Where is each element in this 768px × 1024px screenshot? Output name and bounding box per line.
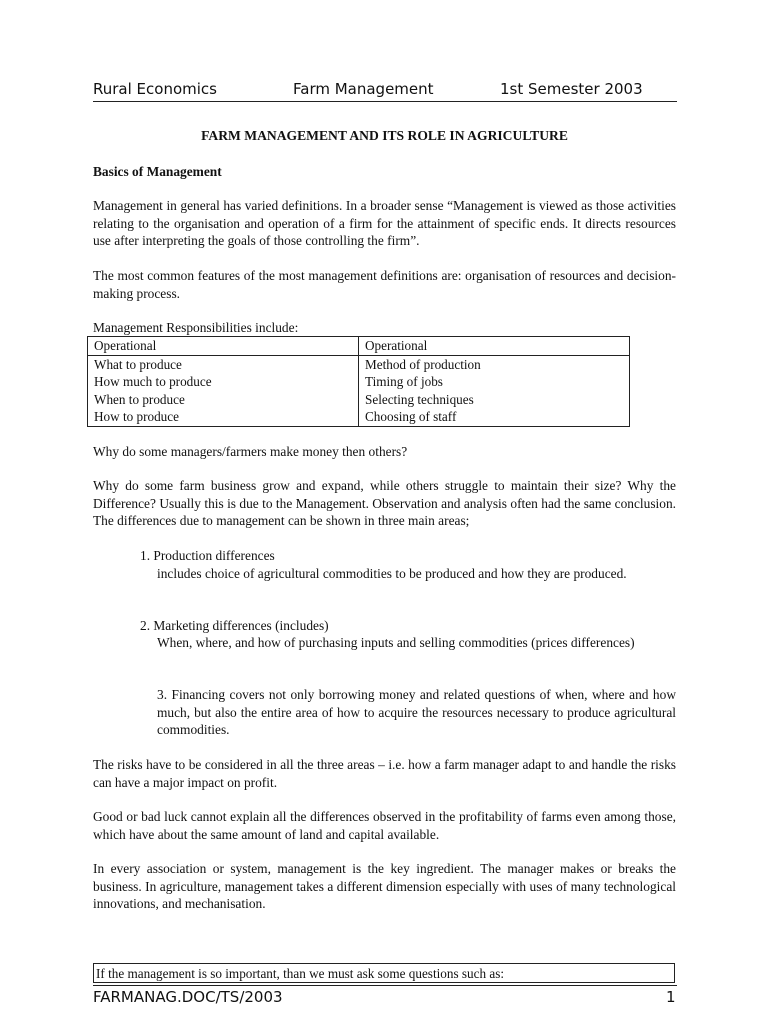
table-cell: When to produce (88, 391, 359, 409)
table-row (88, 373, 630, 391)
paragraph-risks: The risks have to be considered in all the three areas – i.e. how a farm manager adapt to and handle the risks can have a major impact on profit. (93, 757, 676, 790)
table-cell: What to produce (88, 355, 359, 373)
header-subject: Farm Management (293, 80, 434, 98)
list-item-heading: 2. Marketing differences (includes) (140, 618, 329, 633)
list-item-text: 3. Financing covers not only borrowing money and related questions of when, where and how much, but also the entire area of how to acquire the resources necessary to produce agricultural commodities. (157, 687, 676, 737)
paragraph-key-ingredient: In every association or system, management is the key ingredient. The manager makes or breaks the business. In agriculture, management takes a different dimension especially with uses of many technological innovations, and mechanisation. (93, 861, 676, 911)
paragraph-differences: Why do some farm business grow and expand, while others struggle to maintain their size? Why the Difference? Usually this is due to the Management. Observation and analysis often had the same conclusion. The differences due to management can be shown in three main areas; (93, 478, 676, 528)
responsibilities-table (87, 336, 630, 427)
paragraph-features: The most common features of the most management definitions are: organisation of resources and decision-making process. (93, 268, 676, 301)
paragraph-definition: Management in general has varied definitions. In a broader sense “Management is viewed as those activities relating to the organisation and operation of a firm for the attainment of specific ends. It directs resources use after interpreting the goals of those controlling the firm”. (93, 198, 676, 248)
table-header-cell: Operational (359, 337, 630, 356)
table-header-cell: Operational (88, 337, 359, 356)
header-course: Rural Economics (93, 80, 217, 98)
table-caption: Management Responsibilities include: (93, 320, 299, 335)
table-cell: How to produce (88, 408, 359, 426)
header-rule (93, 101, 677, 102)
table-cell: Timing of jobs (359, 373, 630, 391)
table-cell: Method of production (359, 355, 630, 373)
section-heading: Basics of Management (93, 164, 222, 179)
paragraph-question: Why do some managers/farmers make money then others? (93, 444, 408, 459)
table-row (88, 391, 630, 409)
table-header-row (88, 337, 630, 356)
footer-doc-ref: FARMANAG.DOC/TS/2003 (93, 988, 283, 1006)
table-row (88, 355, 630, 373)
paragraph-luck: Good or bad luck cannot explain all the differences observed in the profitability of farms even among those, which have about the same amount of land and capital available. (93, 809, 676, 842)
table-cell: Choosing of staff (359, 408, 630, 426)
list-item-text: When, where, and how of purchasing inputs and selling commodities (prices differences) (157, 635, 635, 650)
page-number: 1 (666, 988, 676, 1006)
list-item-heading: 1. Production differences (140, 548, 275, 563)
table-cell: How much to produce (88, 373, 359, 391)
document-title: FARM MANAGEMENT AND ITS ROLE IN AGRICULTURE (201, 128, 568, 143)
table-cell: Selecting techniques (359, 391, 630, 409)
boxed-note: If the management is so important, than we must ask some questions such as: (93, 963, 675, 983)
header-semester: 1st Semester 2003 (500, 80, 643, 98)
table-row (88, 408, 630, 426)
footer-rule (93, 985, 677, 986)
list-item-text: includes choice of agricultural commodities to be produced and how they are produced. (157, 566, 627, 581)
